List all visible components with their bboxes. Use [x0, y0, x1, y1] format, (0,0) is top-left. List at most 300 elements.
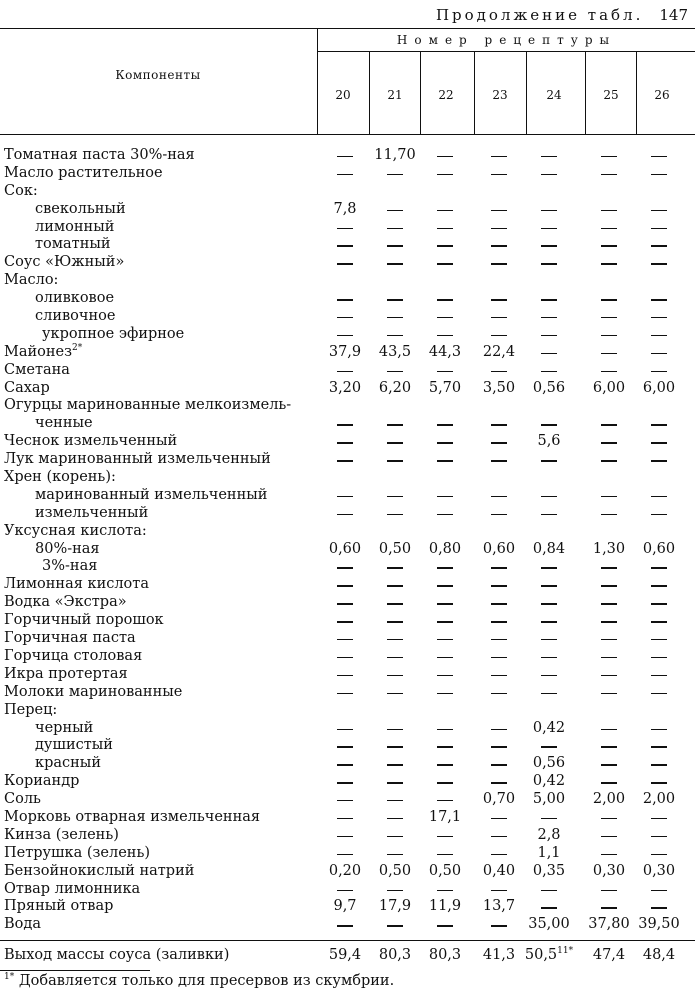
empty-dash: [337, 675, 353, 676]
recipe-group-header: Номер рецептуры: [396, 33, 617, 47]
empty-dash: [601, 764, 617, 765]
footnote-ref: 2*: [72, 342, 83, 353]
empty-dash: [387, 424, 403, 425]
empty-dash: [491, 782, 507, 783]
table-row: [0, 684, 695, 702]
empty-dash: [491, 317, 507, 318]
empty-dash: [601, 228, 617, 229]
yield-value: [420, 944, 470, 966]
empty-dash: [491, 371, 507, 372]
empty-dash: [491, 621, 507, 622]
empty-dash: [491, 746, 507, 747]
yield-number: 80,3: [378, 947, 412, 963]
table-body: [0, 147, 695, 934]
empty-dash: [337, 782, 353, 783]
empty-dash: [387, 729, 403, 730]
empty-dash: [541, 174, 557, 175]
cell-value: 0,35: [532, 862, 566, 879]
empty-dash: [337, 729, 353, 730]
empty-dash: [651, 263, 667, 264]
component-name: измельченный: [35, 504, 149, 521]
cell-value: 44,3: [428, 343, 462, 360]
empty-dash: [437, 603, 453, 604]
empty-dash: [337, 335, 353, 336]
empty-dash: [491, 460, 507, 461]
empty-dash: [541, 657, 557, 658]
cell-value: 9,7: [333, 898, 357, 915]
empty-dash: [387, 800, 403, 801]
cell-value: 35,00: [528, 916, 570, 933]
empty-dash: [337, 693, 353, 694]
empty-dash: [601, 603, 617, 604]
empty-dash: [651, 764, 667, 765]
empty-dash: [651, 746, 667, 747]
empty-dash: [437, 693, 453, 694]
component-name: ченные: [35, 415, 93, 432]
footnote: [4, 973, 394, 989]
empty-dash: [437, 567, 453, 568]
component-name: Соус «Южный»: [4, 254, 125, 271]
empty-dash: [491, 228, 507, 229]
cell-value: 5,00: [532, 791, 566, 808]
empty-dash: [387, 335, 403, 336]
table-row: [0, 308, 695, 326]
cell-value: 2,00: [592, 791, 626, 808]
component-label: [4, 469, 116, 487]
component-label: [4, 165, 163, 183]
empty-dash: [541, 263, 557, 264]
empty-dash: [601, 353, 617, 354]
component-label: [4, 362, 70, 380]
empty-dash: [387, 639, 403, 640]
component-name: Огурцы маринованные мелкоизмель-: [4, 397, 292, 414]
component-name: Томатная паста 30%-ная: [4, 147, 195, 163]
yield-value: [320, 944, 370, 966]
empty-dash: [387, 836, 403, 837]
cell-value: 0,30: [642, 862, 676, 879]
components-header: Компоненты: [115, 68, 201, 82]
cell-value: 0,50: [428, 862, 462, 879]
recipe-number-26: 26: [654, 88, 670, 102]
empty-dash: [541, 299, 557, 300]
table-row: [0, 362, 695, 380]
empty-dash: [437, 764, 453, 765]
empty-dash: [651, 854, 667, 855]
table-row: [0, 201, 695, 219]
empty-dash: [491, 854, 507, 855]
empty-dash: [337, 174, 353, 175]
component-name: 3%-ная: [42, 558, 98, 575]
empty-dash: [651, 371, 667, 372]
empty-dash: [337, 514, 353, 515]
cell-value: 6,20: [378, 379, 412, 396]
component-name: Лук маринованный измельченный: [4, 451, 271, 468]
component-label: [35, 720, 93, 738]
empty-dash: [337, 836, 353, 837]
component-name: свекольный: [35, 200, 126, 217]
component-label: [4, 183, 38, 201]
table-row: [0, 845, 695, 863]
table-row: [0, 272, 695, 290]
empty-dash: [651, 782, 667, 783]
cell-value: 39,50: [638, 916, 680, 933]
component-label: [35, 415, 93, 433]
component-label: [4, 684, 182, 702]
empty-dash: [541, 890, 557, 891]
empty-dash: [437, 925, 453, 926]
yield-rule: [0, 940, 695, 941]
empty-dash: [491, 603, 507, 604]
empty-dash: [541, 514, 557, 515]
empty-dash: [491, 245, 507, 246]
empty-dash: [437, 585, 453, 586]
table-row: [0, 397, 695, 415]
component-label: [4, 630, 136, 648]
component-label: [4, 147, 195, 165]
component-name: Горчичный порошок: [4, 612, 164, 629]
empty-dash: [437, 263, 453, 264]
cell-value: 0,60: [642, 540, 676, 557]
empty-dash: [651, 245, 667, 246]
table-row: [0, 236, 695, 254]
empty-dash: [387, 818, 403, 819]
empty-dash: [651, 496, 667, 497]
component-name: сливочное: [35, 308, 116, 325]
empty-dash: [437, 210, 453, 211]
cell-value: 6,00: [592, 379, 626, 396]
empty-dash: [491, 156, 507, 157]
empty-dash: [491, 675, 507, 676]
empty-dash: [437, 800, 453, 801]
component-name: Чеснок измельченный: [4, 433, 178, 450]
empty-dash: [437, 424, 453, 425]
empty-dash: [337, 460, 353, 461]
empty-dash: [651, 693, 667, 694]
empty-dash: [337, 317, 353, 318]
empty-dash: [651, 603, 667, 604]
empty-dash: [651, 639, 667, 640]
empty-dash: [387, 263, 403, 264]
empty-dash: [601, 174, 617, 175]
empty-dash: [337, 639, 353, 640]
empty-dash: [437, 890, 453, 891]
yield-number: 47,4: [592, 947, 626, 963]
empty-dash: [337, 371, 353, 372]
empty-dash: [337, 890, 353, 891]
empty-dash: [541, 353, 557, 354]
empty-dash: [437, 371, 453, 372]
component-label: [35, 201, 126, 219]
empty-dash: [491, 925, 507, 926]
component-name: Кориандр: [4, 773, 80, 790]
empty-dash: [437, 514, 453, 515]
empty-dash: [437, 639, 453, 640]
empty-dash: [651, 156, 667, 157]
empty-dash: [491, 442, 507, 443]
recipe-number-22: 22: [438, 88, 454, 102]
component-name: Сметана: [4, 361, 70, 378]
component-label: [4, 344, 82, 362]
empty-dash: [651, 299, 667, 300]
cell-value: 0,60: [482, 540, 516, 557]
table-row: [0, 809, 695, 827]
yield-value: [370, 944, 420, 966]
empty-dash: [601, 210, 617, 211]
empty-dash: [601, 299, 617, 300]
component-label: [4, 612, 164, 630]
empty-dash: [651, 317, 667, 318]
empty-dash: [387, 585, 403, 586]
component-name: томатный: [35, 236, 111, 253]
table-row: [0, 558, 695, 576]
cell-value: 0,50: [378, 540, 412, 557]
table-row: [0, 737, 695, 755]
empty-dash: [651, 460, 667, 461]
cell-value: 0,56: [532, 755, 566, 772]
table-row: [0, 881, 695, 899]
component-name: Соль: [4, 791, 41, 808]
empty-dash: [491, 585, 507, 586]
empty-dash: [437, 836, 453, 837]
component-name: Икра протертая: [4, 665, 128, 682]
empty-dash: [541, 245, 557, 246]
yield-number: 50,5: [524, 947, 558, 963]
empty-dash: [437, 746, 453, 747]
empty-dash: [387, 317, 403, 318]
empty-dash: [387, 854, 403, 855]
empty-dash: [601, 639, 617, 640]
empty-dash: [651, 514, 667, 515]
empty-dash: [541, 156, 557, 157]
empty-dash: [541, 335, 557, 336]
empty-dash: [651, 729, 667, 730]
table-row: [0, 290, 695, 308]
empty-dash: [541, 371, 557, 372]
empty-dash: [541, 746, 557, 747]
table-row: [0, 755, 695, 773]
table-row: [0, 380, 695, 398]
table-row: [0, 666, 695, 684]
component-name: Уксусная кислота:: [4, 522, 147, 539]
group-rule: [318, 51, 695, 52]
component-label: [4, 845, 150, 863]
cell-value: 6,00: [642, 379, 676, 396]
empty-dash: [437, 156, 453, 157]
empty-dash: [437, 299, 453, 300]
component-name: душистый: [35, 737, 113, 754]
component-name: укропное эфирное: [42, 325, 185, 342]
empty-dash: [601, 907, 617, 908]
cell-value: 0,60: [328, 540, 362, 557]
component-name: Майонез: [4, 343, 73, 360]
cell-value: 0,40: [482, 862, 516, 879]
empty-dash: [541, 228, 557, 229]
empty-dash: [651, 567, 667, 568]
empty-dash: [651, 353, 667, 354]
empty-dash: [601, 263, 617, 264]
table-row: [0, 183, 695, 201]
empty-dash: [601, 585, 617, 586]
yield-row: [0, 944, 695, 966]
empty-dash: [387, 764, 403, 765]
empty-dash: [601, 567, 617, 568]
table-row: [0, 219, 695, 237]
yield-number: 41,3: [482, 947, 516, 963]
empty-dash: [491, 210, 507, 211]
table-row: [0, 612, 695, 630]
empty-dash: [337, 925, 353, 926]
empty-dash: [337, 228, 353, 229]
component-label: [35, 541, 100, 559]
empty-dash: [651, 675, 667, 676]
empty-dash: [601, 746, 617, 747]
component-name: Лимонная кислота: [4, 576, 149, 593]
empty-dash: [541, 639, 557, 640]
table-head: [0, 28, 695, 134]
component-name: Пряный отвар: [4, 898, 114, 915]
component-name: Сок:: [4, 182, 38, 199]
component-label: [42, 558, 97, 576]
component-name: Водка «Экстра»: [4, 594, 127, 611]
table-row: [0, 326, 695, 344]
component-name: Петрушка (зелень): [4, 844, 151, 861]
empty-dash: [337, 585, 353, 586]
empty-dash: [541, 603, 557, 604]
cell-value: 13,7: [482, 898, 516, 915]
cell-value: 37,80: [588, 916, 630, 933]
empty-dash: [491, 657, 507, 658]
recipe-number-21: 21: [387, 88, 403, 102]
component-label: [4, 863, 194, 881]
component-name: Кинза (зелень): [4, 826, 119, 843]
empty-dash: [387, 228, 403, 229]
empty-dash: [651, 818, 667, 819]
empty-dash: [387, 890, 403, 891]
empty-dash: [651, 424, 667, 425]
empty-dash: [437, 460, 453, 461]
cell-value: 17,9: [378, 898, 412, 915]
component-label: [35, 487, 267, 505]
empty-dash: [491, 890, 507, 891]
empty-dash: [541, 693, 557, 694]
component-name: маринованный измельченный: [35, 486, 268, 503]
empty-dash: [337, 567, 353, 568]
table-row: [0, 147, 695, 165]
empty-dash: [491, 818, 507, 819]
empty-dash: [491, 693, 507, 694]
yield-label: Выход массы соуса (заливки): [4, 947, 230, 963]
page-number: 147: [659, 6, 688, 24]
component-name: Молоки маринованные: [4, 683, 183, 700]
component-name: Масло:: [4, 272, 59, 289]
cell-value: 5,70: [428, 379, 462, 396]
empty-dash: [387, 567, 403, 568]
cell-value: 2,8: [537, 826, 561, 843]
empty-dash: [541, 585, 557, 586]
footnote-mark: 1*: [4, 972, 15, 983]
empty-dash: [491, 764, 507, 765]
component-label: [4, 666, 128, 684]
head-bottom-rule: [0, 134, 695, 135]
component-label: [4, 576, 149, 594]
empty-dash: [601, 890, 617, 891]
empty-dash: [601, 245, 617, 246]
footnote-ref: 11*: [557, 946, 574, 957]
empty-dash: [437, 496, 453, 497]
empty-dash: [337, 299, 353, 300]
empty-dash: [601, 854, 617, 855]
empty-dash: [601, 836, 617, 837]
empty-dash: [651, 174, 667, 175]
empty-dash: [387, 299, 403, 300]
empty-dash: [337, 854, 353, 855]
empty-dash: [601, 460, 617, 461]
table-row: [0, 648, 695, 666]
empty-dash: [387, 657, 403, 658]
table-row: [0, 916, 695, 934]
table-row: [0, 863, 695, 881]
empty-dash: [387, 746, 403, 747]
component-name: Хрен (корень):: [4, 469, 116, 486]
empty-dash: [541, 460, 557, 461]
cell-value: 3,20: [328, 379, 362, 396]
empty-dash: [601, 818, 617, 819]
component-label: [4, 702, 57, 720]
yield-value: [634, 944, 684, 966]
empty-dash: [337, 764, 353, 765]
empty-dash: [541, 424, 557, 425]
empty-dash: [387, 514, 403, 515]
empty-dash: [337, 496, 353, 497]
table-row: [0, 415, 695, 433]
empty-dash: [387, 460, 403, 461]
component-label: [4, 451, 271, 469]
footnote-text: Добавляется только для пресервов из скумбрии.: [18, 973, 395, 989]
component-label: [42, 326, 184, 344]
cell-value: 0,80: [428, 540, 462, 557]
table-row: [0, 630, 695, 648]
empty-dash: [491, 639, 507, 640]
empty-dash: [601, 371, 617, 372]
table-row: [0, 898, 695, 916]
yield-value: [474, 944, 524, 966]
component-name: оливковое: [35, 290, 115, 307]
table-row: [0, 469, 695, 487]
empty-dash: [437, 228, 453, 229]
empty-dash: [387, 245, 403, 246]
empty-dash: [491, 729, 507, 730]
empty-dash: [541, 210, 557, 211]
component-label: [35, 219, 114, 237]
empty-dash: [437, 729, 453, 730]
component-label: [4, 380, 50, 398]
empty-dash: [651, 210, 667, 211]
empty-dash: [601, 335, 617, 336]
empty-dash: [651, 907, 667, 908]
empty-dash: [387, 782, 403, 783]
table-row: [0, 344, 695, 362]
empty-dash: [541, 621, 557, 622]
empty-dash: [437, 621, 453, 622]
component-label: [4, 433, 177, 451]
component-name: Горчичная паста: [4, 630, 136, 647]
cell-value: 0,42: [532, 773, 566, 790]
table-row: [0, 505, 695, 523]
component-label: [35, 755, 101, 773]
empty-dash: [437, 657, 453, 658]
table-row: [0, 487, 695, 505]
component-label: [4, 881, 140, 899]
